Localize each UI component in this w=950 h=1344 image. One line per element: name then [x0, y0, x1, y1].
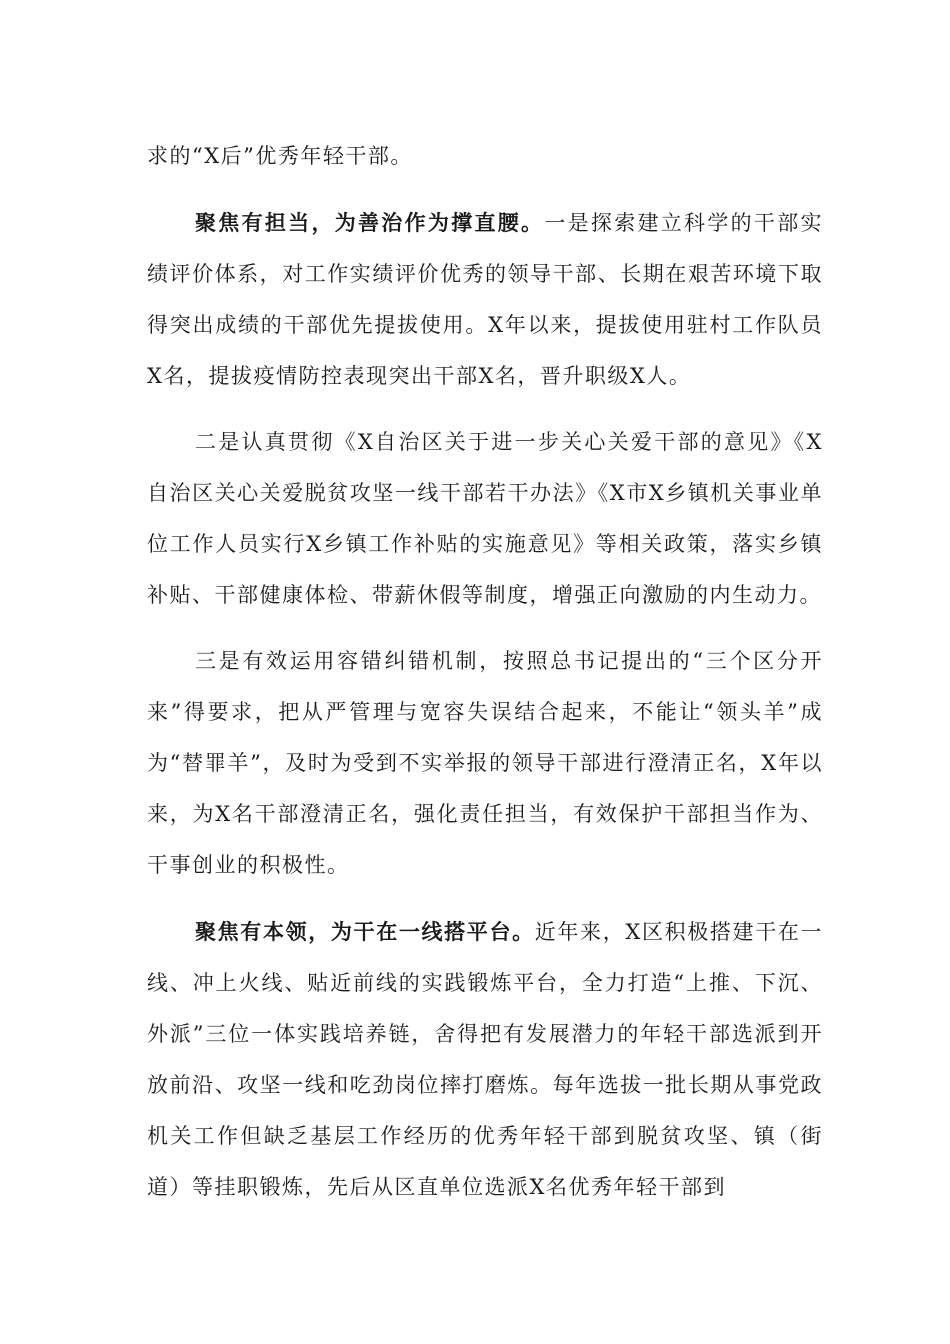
paragraph-text: 求的“X后”优秀年轻干部。 [147, 144, 413, 168]
section-heading: 聚焦有担当，为善治作为撑直腰。 [195, 210, 545, 235]
paragraph-text: 三是有效运用容错纠错机制，按照总书记提出的“三个区分开来”得要求，把从严管理与宽容失误结合起来，不能让“领头羊”成为“替罪羊”，及时为受到不实举报的领导干部进行澄清正名，X年以来，为X名干部澄清正名，强化责任担当，有效保护干部担当作为、干事创业的积极性。 [147, 649, 823, 877]
paragraph-section-responsibility [147, 197, 823, 402]
document-body [147, 131, 823, 1228]
paragraph-text: 二是认真贯彻《X自治区关于进一步关心关爱干部的意见》《X自治区关心关爱脱贫攻坚一线干部若干办法》《X市X乡镇机关事业单位工作人员实行X乡镇工作补贴的实施意见》等相关政策，落实乡镇补贴、干部健康体检、带薪休假等制度，增强正向激励的内生动力。 [147, 430, 823, 607]
paragraph-section-capability [147, 906, 823, 1213]
paragraph-continuation [147, 131, 823, 182]
paragraph-text: 近年来，X区积极搭建干在一线、冲上火线、贴近前线的实践锻炼平台，全力打造“上推、下沉、外派”三位一体实践培养链，舍得把有发展潜力的年轻干部选派到开放前沿、攻坚一线和吃劲岗位摔打磨炼。每年选拔一批长期从事党政机关工作但缺乏基层工作经历的优秀年轻干部到脱贫攻坚、镇（街道）等挂职锻炼，先后从区直单位选派X名优秀年轻干部到 [147, 920, 823, 1199]
section-heading: 聚焦有本领，为干在一线搭平台。 [195, 919, 535, 944]
paragraph-text: 一是探索建立科学的干部实绩评价体系，对工作实绩评价优秀的领导干部、长期在艰苦环境下取得突出成绩的干部优先提拔使用。X年以来，提拔使用驻村工作队员X名，提拔疫情防控表现突出干部X名，晋升职级X人。 [147, 211, 824, 388]
paragraph-policies [147, 417, 823, 621]
paragraph-error-tolerance [147, 636, 823, 891]
